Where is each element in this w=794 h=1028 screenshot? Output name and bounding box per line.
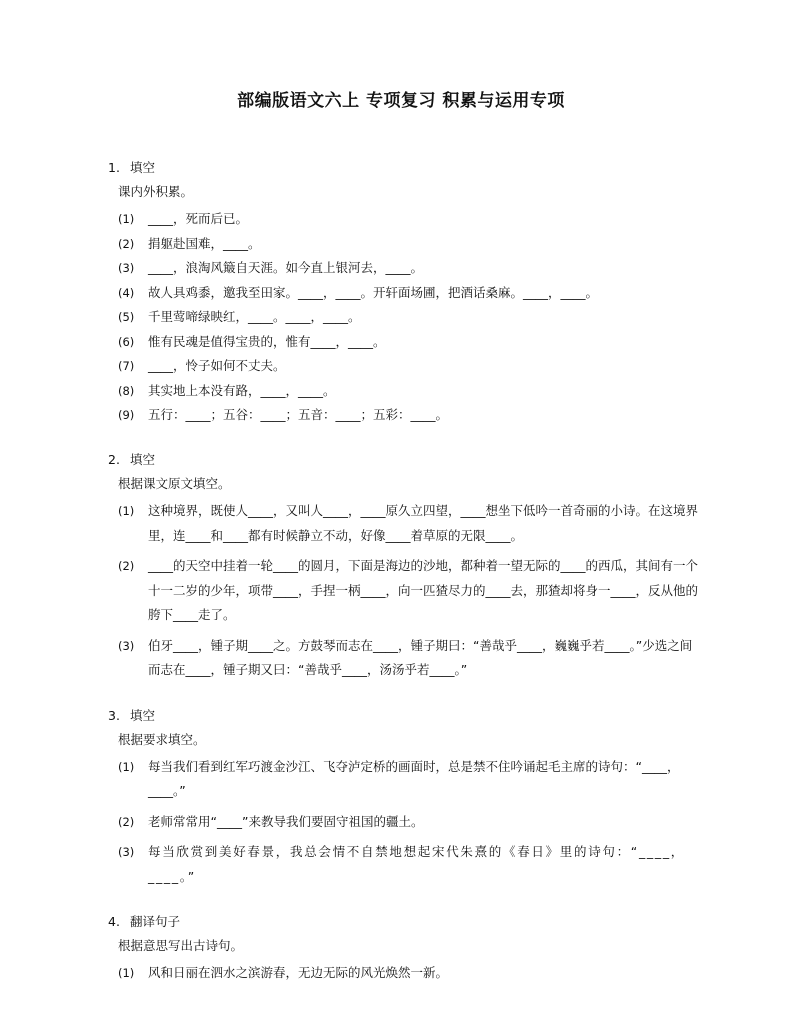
item-number: (5) — [118, 310, 135, 324]
item-number: (2) — [118, 236, 135, 251]
item-text: 捐躯赴国难，____。 — [148, 235, 261, 251]
question-header — [108, 451, 700, 469]
question-1 — [108, 159, 700, 427]
list-item — [118, 256, 700, 280]
question-type: 填空 — [129, 707, 155, 723]
item-text: ____，怜子如何不丈夫。 — [148, 358, 286, 373]
item-number: (1) — [118, 759, 135, 774]
question-header — [108, 707, 700, 725]
list-item — [118, 281, 700, 305]
item-number: (2) — [118, 559, 135, 573]
item-text: 风和日丽在泗水之滨游春，无边无际的风光焕然一新。 — [148, 965, 449, 980]
question-2 — [108, 451, 700, 683]
item-text: 伯牙____，锺子期____之。方鼓琴而志在____，锺子期曰：“善哉乎____，巍巍乎若____。”少选之间而志在____，锺子期又曰：“善哉乎____，汤汤乎若____。” — [148, 637, 693, 677]
list-item — [118, 961, 700, 985]
question-3 — [108, 707, 700, 890]
item-text: 故人具鸡黍，邀我至田家。____，____。开轩面场圃，把酒话桑麻。____，____。 — [148, 284, 599, 300]
question-4 — [108, 913, 700, 985]
list-item — [118, 232, 700, 256]
item-number: (1) — [118, 504, 135, 518]
question-number: 1. — [108, 160, 120, 175]
item-text: 惟有民魂是值得宝贵的，惟有____，____。 — [148, 333, 386, 349]
list-item — [118, 330, 700, 354]
list-item — [118, 840, 700, 889]
item-number: (2) — [118, 814, 135, 829]
question-header — [108, 159, 700, 177]
item-number: (7) — [118, 359, 135, 373]
question-number: 3. — [108, 707, 120, 723]
list-item — [118, 379, 700, 403]
list-item — [118, 554, 700, 628]
item-text: 每当欣赏到美好春景，我总会情不自禁地想起宋代朱熹的《春日》里的诗句：“____，____。” — [148, 844, 685, 884]
list-item — [118, 499, 700, 548]
item-number: (1) — [118, 212, 135, 226]
list-item — [118, 634, 700, 683]
item-text: 这种境界，既使人____，又叫人____，____原久立四望，____想坐下低吟一首奇丽的小诗。在这境界里，连____和____都有时候静立不动，好像____着草原的无限____。 — [148, 503, 699, 543]
question-description: 课内外积累。 — [118, 184, 194, 199]
question-type: 填空 — [129, 452, 155, 467]
question-type: 翻译句子 — [129, 914, 180, 929]
list-item — [118, 403, 700, 427]
item-number: (8) — [118, 383, 135, 398]
item-text: 老师常常用“____”来教导我们要固守祖国的疆土。 — [148, 813, 424, 829]
item-text: ____，死而后已。 — [148, 211, 249, 226]
item-text: 每当我们看到红军巧渡金沙江、飞夺泸定桥的画面时，总是禁不住吟诵起毛主席的诗句：“____，____。” — [148, 758, 680, 798]
question-description: 根据课文原文填空。 — [118, 476, 231, 491]
item-number: (3) — [118, 261, 135, 275]
question-description: 根据要求填空。 — [118, 731, 206, 747]
question-number: 2. — [108, 452, 120, 467]
question-description: 根据意思写出古诗句。 — [118, 938, 244, 953]
item-text: 千里莺啼绿映红，____。____，____。 — [148, 309, 361, 324]
list-item — [118, 305, 700, 329]
item-text: 五行：____；五谷：____；五音：____；五彩：____。 — [148, 407, 449, 422]
list-item — [118, 354, 700, 378]
list-item — [118, 810, 700, 835]
item-number: (6) — [118, 334, 135, 349]
question-header — [108, 913, 700, 931]
item-text: ____的天空中挂着一轮____的圆月，下面是海边的沙地，都种着一望无际的____的西瓜，其间有一个十一二岁的少年，项带____，手捏一柄____，向一匹猹尽力的____去，那猹却将身一____，反从他的胯下____走了。 — [148, 558, 699, 622]
item-number: (4) — [118, 285, 135, 300]
item-text: ____，浪淘风簸自天涯。如今直上银河去，____。 — [148, 260, 424, 275]
question-number: 4. — [108, 914, 120, 929]
item-number: (3) — [118, 638, 135, 653]
document-title: 部编版语文六上 专项复习 积累与运用专项 — [237, 91, 565, 111]
item-text: 其实地上本没有路，____，____。 — [148, 382, 336, 398]
list-item — [118, 207, 700, 231]
item-number: (3) — [118, 845, 135, 859]
item-number: (9) — [118, 408, 135, 422]
list-item — [118, 755, 700, 804]
question-type: 填空 — [129, 160, 155, 175]
item-number: (1) — [118, 966, 135, 980]
